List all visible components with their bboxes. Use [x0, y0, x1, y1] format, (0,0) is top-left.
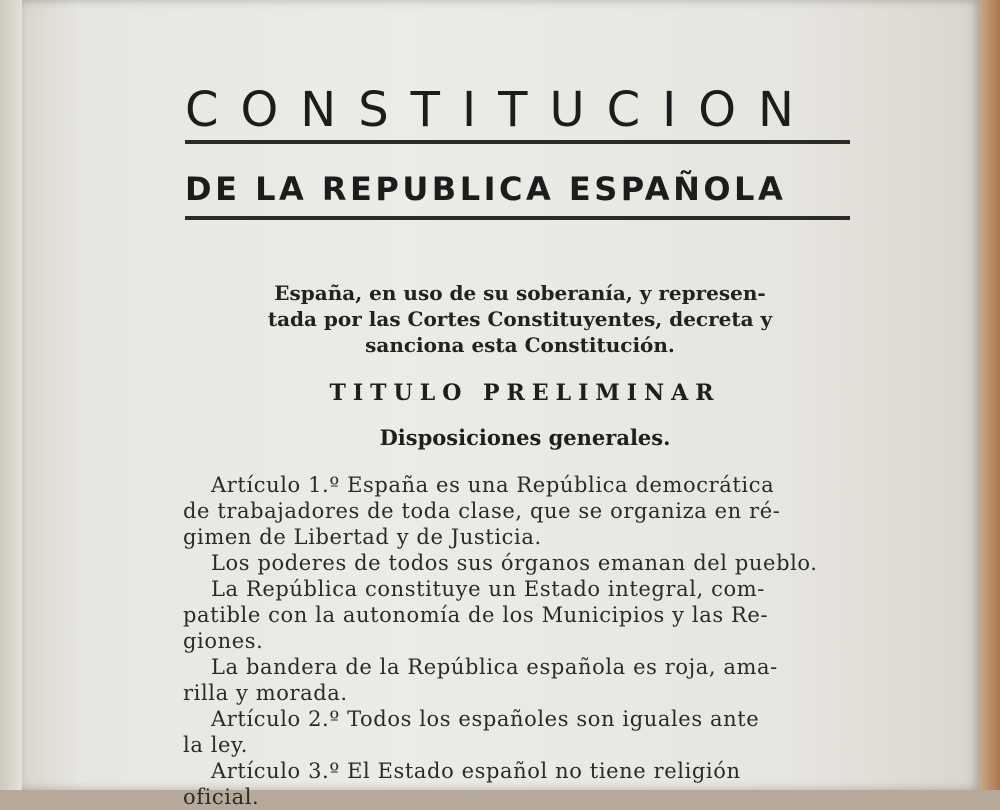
article-text [183, 472, 883, 810]
title-rule [185, 140, 850, 144]
text-line: Artículo 1.º España es una República democrática [211, 473, 775, 497]
book-cover-edge [980, 0, 1000, 790]
preamble [185, 280, 855, 358]
text-line: patible con la autonomía de los Municipios y las Re- [183, 603, 769, 627]
text-line: de trabajadores de toda clase, que se organiza en ré- [183, 499, 781, 523]
text-line: oficial. [183, 785, 260, 809]
text-line: Artículo 3.º El Estado español no tiene religión [211, 759, 741, 783]
section-title: TITULO PRELIMINAR [329, 380, 721, 406]
text-line: Los poderes de todos sus órganos emanan del pueblo. [211, 551, 818, 575]
text-line: giones. [183, 629, 264, 653]
section-subtitle: Disposiciones generales. [379, 425, 671, 450]
subtitle-rule [185, 216, 850, 220]
document-subtitle: DE LA REPUBLICA ESPAÑOLA [185, 170, 787, 208]
text-line: gimen de Libertad y de Justicia. [183, 525, 542, 549]
document-title: CONSTITUCION [185, 82, 816, 138]
text-line: La República constituye un Estado integral, com- [211, 577, 765, 601]
preamble-line: España, en uso de su soberanía, y represen- [274, 281, 766, 305]
page-edge-left [0, 0, 22, 790]
text-line: La bandera de la República española es roja, ama- [211, 655, 778, 679]
text-line: rilla y morada. [183, 681, 348, 705]
text-line: Artículo 2.º Todos los españoles son iguales ante [211, 707, 760, 731]
preamble-line: tada por las Cortes Constituyentes, decreta y [267, 307, 773, 331]
preamble-line: sanciona esta Constitución. [365, 333, 675, 357]
text-line: la ley. [183, 733, 249, 757]
